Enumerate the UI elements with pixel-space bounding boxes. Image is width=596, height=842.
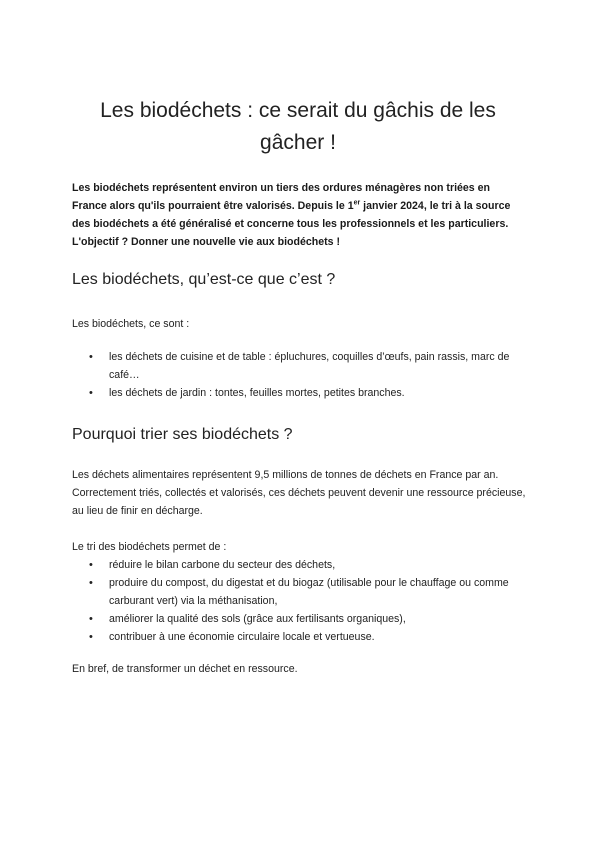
sorting-benefits-list [72,556,532,646]
list-item: • produire du compost, du digestat et du biogaz (utilisable pour le chauffage ou comme carburant vert) via la méthanisation, [72,574,532,610]
conclusion-text: En bref, de transformer un déchet en ressource. [72,663,298,675]
page-title: Les biodéchets : ce serait du gâchis de les gâcher ! [100,99,496,154]
section-heading-why-sort: Pourquoi trier ses biodéchets ? [72,426,293,443]
list-item: • les déchets de cuisine et de table : épluchures, coquilles d’œufs, pain rassis, marc de café… [72,348,532,384]
list-item: • contribuer à une économie circulaire locale et vertueuse. [72,628,532,646]
intro-text-start: Les biodéchets représentent environ un tiers des ordures ménagères non triées en France alors qu'ils pourraient être valorisés. Depuis le 1 [72,182,490,212]
intro-paragraph [72,180,524,252]
biowaste-types-list [72,348,532,402]
list-item: • les déchets de jardin : tontes, feuilles mortes, petites branches. [72,384,532,402]
intro-text-end: janvier 2024, le tri à la source des biodéchets a été généralisé et concerne tous les professionnels et les particuliers. L'objectif ? Donner une nouvelle vie aux biodéchets ! [72,199,511,248]
section2-paragraph: Les déchets alimentaires représentent 9,5 millions de tonnes de déchets en France par an. Correctement triés, collectés et valorisés, ces déchets peuvent devenir une ressource précieuse, au lieu de finir en décharge. [72,469,526,517]
section2-lead: Le tri des biodéchets permet de : [72,541,227,553]
list-item: • réduire le bilan carbone du secteur des déchets, [72,556,532,574]
intro-superscript: er [353,199,361,207]
section-heading-what-are-biowaste: Les biodéchets, qu’est-ce que c’est ? [72,271,336,288]
list-item: • améliorer la qualité des sols (grâce aux fertilisants organiques), [72,610,532,628]
section1-lead: Les biodéchets, ce sont : [72,318,190,330]
